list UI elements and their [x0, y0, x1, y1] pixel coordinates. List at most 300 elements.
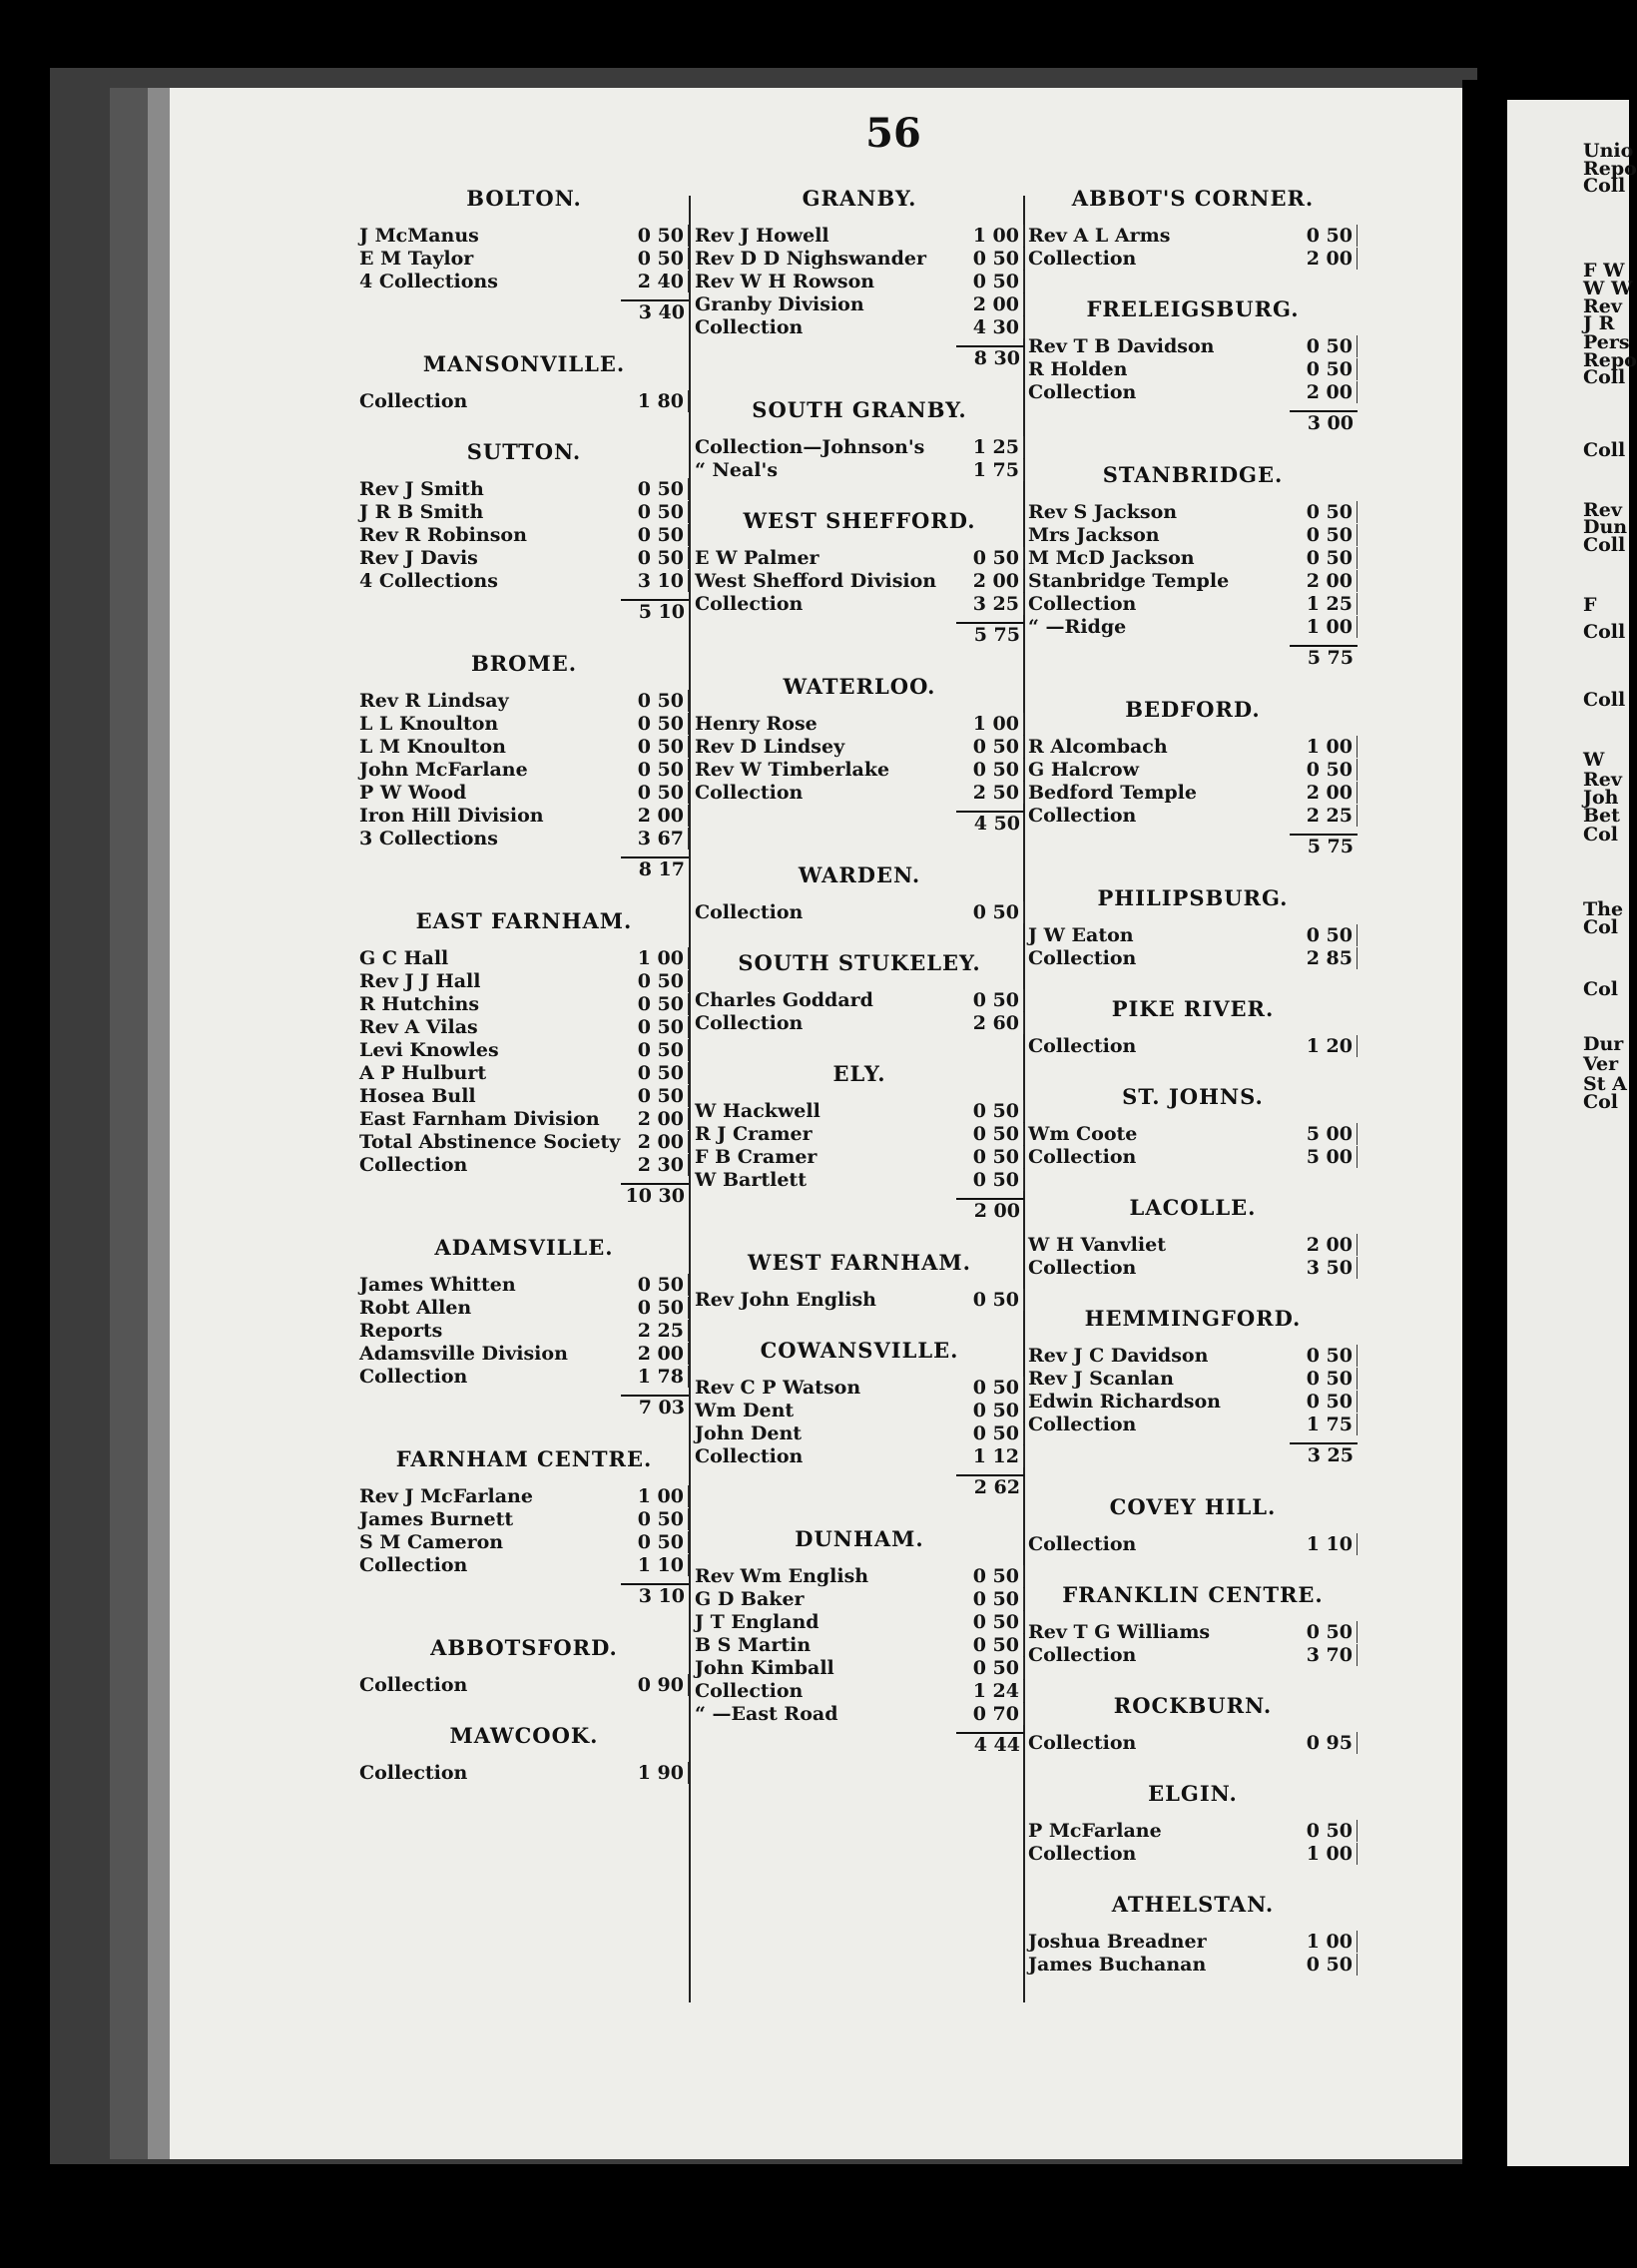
contributor-name: Rev John English	[695, 1289, 876, 1311]
ledger-row	[359, 570, 689, 593]
section-title: MANSONVILLE.	[422, 351, 626, 376]
adjacent-page	[1507, 100, 1637, 2166]
ledger-section	[1028, 885, 1358, 970]
ledger-row	[695, 1611, 1024, 1634]
ledger-section	[1028, 296, 1358, 436]
amount: 0 50	[1289, 1621, 1358, 1643]
ledger-row	[359, 993, 689, 1016]
page-number: 56	[865, 110, 921, 157]
contributor-name: Collection	[1028, 1035, 1137, 1057]
column-1	[359, 186, 689, 1785]
ledger-row	[1028, 1621, 1358, 1644]
adjacent-page-fragment: The	[1583, 898, 1624, 920]
contributor-name: Collection	[1028, 1843, 1137, 1865]
ledger-row	[695, 459, 1024, 482]
ledger-row	[359, 390, 689, 413]
ledger-row	[695, 782, 1024, 805]
contributor-name: B S Martin	[695, 1634, 812, 1656]
ledger-section	[1028, 1781, 1358, 1866]
contributor-name: Collection	[1028, 1257, 1137, 1279]
contributor-name: Rev C P Watson	[695, 1377, 861, 1399]
section-title: COVEY HILL.	[1109, 1494, 1277, 1519]
adjacent-page-fragment: Repo	[1583, 349, 1637, 371]
amount: 2 00	[1289, 248, 1358, 270]
ledger-row	[359, 828, 689, 850]
amount: 0 50	[620, 736, 689, 758]
amount: 5 00	[1289, 1123, 1358, 1145]
section-title: LACOLLE.	[1129, 1195, 1257, 1220]
contributor-name: Rev S Jackson	[1028, 501, 1178, 523]
ledger-row	[1028, 1954, 1358, 1977]
section-total: 5 75	[1290, 645, 1358, 671]
ledger-section	[359, 439, 689, 625]
ledger-row	[359, 1366, 689, 1389]
ledger-row	[1028, 616, 1358, 639]
ledger-row	[359, 1039, 689, 1062]
adjacent-page-fragment: Coll	[1583, 621, 1626, 643]
amount: 0 50	[955, 1123, 1024, 1145]
ledger-row	[359, 759, 689, 782]
ledger-row	[1028, 1234, 1358, 1257]
amount: 0 50	[955, 759, 1024, 781]
ledger-row	[359, 225, 689, 248]
ledger-section	[359, 186, 689, 325]
section-total: 3 10	[621, 1583, 689, 1609]
ledger-section	[695, 508, 1024, 648]
contributor-name: G D Baker	[695, 1588, 805, 1610]
contributor-name: G C Hall	[359, 947, 449, 969]
contributor-name: P McFarlane	[1028, 1820, 1162, 1842]
amount: 1 00	[1289, 736, 1358, 758]
amount: 0 50	[1289, 1954, 1358, 1976]
ledger-row	[359, 478, 689, 501]
ledger-row	[1028, 924, 1358, 947]
ledger-row	[695, 316, 1024, 339]
contributor-name: Granby Division	[695, 293, 864, 315]
contributor-name: Rev J J Hall	[359, 970, 481, 992]
ledger-row	[695, 271, 1024, 293]
amount: 1 90	[620, 1762, 689, 1784]
amount: 0 50	[620, 248, 689, 270]
adjacent-page-fragment: Col	[1583, 1091, 1619, 1113]
amount: 2 00	[1289, 570, 1358, 592]
section-total-row	[359, 1395, 689, 1420]
contributor-name: Henry Rose	[695, 713, 818, 735]
ledger-section	[1028, 462, 1358, 671]
section-title: ST. JOHNS.	[1122, 1084, 1264, 1109]
contributor-name: James Burnett	[359, 1508, 514, 1530]
ledger-row	[1028, 1257, 1358, 1280]
ledger-row	[1028, 1391, 1358, 1414]
contributor-name: Collection	[359, 1554, 468, 1576]
amount: 0 50	[955, 1422, 1024, 1444]
section-title: FARNHAM CENTRE.	[395, 1446, 653, 1471]
ledger-row	[695, 1422, 1024, 1445]
amount: 0 50	[955, 1377, 1024, 1399]
amount: 0 50	[955, 547, 1024, 569]
amount: 0 70	[955, 1703, 1024, 1725]
ledger-row	[359, 947, 689, 970]
ledger-row	[359, 547, 689, 570]
ledger-section	[359, 1446, 689, 1609]
contributor-name: Collection	[1028, 1146, 1137, 1168]
amount: 2 00	[955, 293, 1024, 315]
amount: 1 00	[1289, 1931, 1358, 1953]
ledger-row	[695, 293, 1024, 316]
ledger-row	[695, 436, 1024, 459]
contributor-name: “ Neal's	[695, 459, 779, 481]
adjacent-page-fragment: W	[1583, 749, 1605, 771]
section-title: ELY.	[832, 1061, 886, 1086]
contributor-name: Collection	[359, 1154, 468, 1176]
contributor-name: Collection	[359, 1674, 468, 1696]
contributor-name: Rev J McFarlane	[359, 1485, 533, 1507]
amount: 2 25	[1289, 805, 1358, 827]
section-total-row	[695, 345, 1024, 371]
contributor-name: Rev J Scanlan	[1028, 1368, 1174, 1390]
section-title: ABBOTSFORD.	[430, 1635, 618, 1660]
ledger-section	[359, 1235, 689, 1420]
book-gutter	[1462, 80, 1507, 2186]
amount: 2 50	[955, 782, 1024, 804]
contributor-name: Rev W Timberlake	[695, 759, 890, 781]
ledger-section	[1028, 1582, 1358, 1667]
section-total: 3 00	[1290, 410, 1358, 436]
ledger-row	[1028, 1414, 1358, 1436]
section-total-row	[1028, 834, 1358, 859]
column-divider	[689, 196, 691, 2002]
amount: 0 50	[955, 1169, 1024, 1191]
ledger-row	[1028, 1035, 1358, 1058]
section-title: BOLTON.	[466, 186, 582, 211]
adjacent-page-fragment: Ver	[1583, 1053, 1619, 1075]
ledger-row	[359, 524, 689, 547]
contributor-name: Collection	[1028, 947, 1137, 969]
amount: 0 50	[620, 1016, 689, 1038]
amount: 0 50	[1289, 1368, 1358, 1390]
ledger-row	[695, 1588, 1024, 1611]
amount: 2 00	[1289, 1234, 1358, 1256]
contributor-name: Levi Knowles	[359, 1039, 499, 1061]
contributor-name: Wm Dent	[695, 1400, 795, 1421]
contributor-name: L L Knoulton	[359, 713, 499, 735]
adjacent-page-fragment: Dun	[1583, 516, 1628, 538]
amount: 1 00	[1289, 1843, 1358, 1865]
contributor-name: 3 Collections	[359, 828, 498, 850]
amount: 0 50	[620, 759, 689, 781]
contributor-name: R Holden	[1028, 358, 1128, 380]
section-total-row	[695, 1474, 1024, 1500]
contributor-name: Collection	[695, 1680, 804, 1702]
contributor-name: Collection	[695, 1012, 804, 1034]
amount: 0 50	[620, 1274, 689, 1296]
amount: 0 50	[955, 271, 1024, 292]
ledger-row	[359, 782, 689, 805]
contributor-name: E W Palmer	[695, 547, 819, 569]
ledger-row	[695, 989, 1024, 1012]
adjacent-page-fragment: J R	[1583, 312, 1615, 334]
contributor-name: R Hutchins	[359, 993, 480, 1015]
adjacent-page-fragment: Joh	[1583, 787, 1619, 809]
section-title: WEST SHEFFORD.	[743, 508, 976, 533]
contributor-name: John Dent	[695, 1422, 803, 1444]
contributor-name: Rev R Robinson	[359, 524, 527, 546]
contributor-name: R Alcombach	[1028, 736, 1168, 758]
ledger-section	[695, 1061, 1024, 1224]
contributor-name: Total Abstinence Society	[359, 1131, 621, 1153]
amount: 1 20	[1289, 1035, 1358, 1057]
contributor-name: Collection	[1028, 1533, 1137, 1555]
section-total-row	[359, 1183, 689, 1209]
section-total: 8 30	[956, 345, 1024, 371]
ledger-row	[1028, 1533, 1358, 1556]
amount: 1 25	[1289, 593, 1358, 615]
amount: 0 50	[620, 225, 689, 247]
amount: 2 25	[620, 1320, 689, 1342]
amount: 5 00	[1289, 1146, 1358, 1168]
contributor-name: Rev J Davis	[359, 547, 478, 569]
section-title: HEMMINGFORD.	[1084, 1306, 1302, 1331]
section-total: 5 75	[956, 622, 1024, 648]
ledger-row	[359, 970, 689, 993]
amount: 0 50	[1289, 1345, 1358, 1367]
section-title: WATERLOO.	[783, 674, 936, 699]
amount: 0 50	[955, 901, 1024, 923]
ledger-row	[695, 1565, 1024, 1588]
contributor-name: Rev Wm English	[695, 1565, 869, 1587]
ledger-section	[695, 950, 1024, 1035]
ledger-section	[1028, 697, 1358, 859]
contributor-name: Iron Hill Division	[359, 805, 544, 827]
ledger-section	[1028, 1494, 1358, 1556]
ledger-row	[1028, 547, 1358, 570]
section-total: 4 44	[956, 1732, 1024, 1758]
section-title: SUTTON.	[466, 439, 582, 464]
amount: 0 50	[1289, 1391, 1358, 1413]
section-total-row	[1028, 1442, 1358, 1468]
contributor-name: “ —Ridge	[1028, 616, 1127, 638]
ledger-section	[1028, 1892, 1358, 1977]
amount: 1 78	[620, 1366, 689, 1388]
ledger-row	[695, 570, 1024, 593]
ledger-row	[359, 1062, 689, 1085]
ledger-row	[1028, 248, 1358, 271]
ledger-row	[359, 1508, 689, 1531]
adjacent-page-fragment: Unio	[1583, 140, 1634, 162]
ledger-row	[359, 1085, 689, 1108]
section-total: 4 50	[956, 811, 1024, 837]
section-title: WEST FARNHAM.	[747, 1250, 971, 1275]
ledger-section	[359, 908, 689, 1209]
amount: 1 10	[620, 1554, 689, 1576]
section-total-row	[359, 856, 689, 882]
contributor-name: 4 Collections	[359, 271, 498, 292]
ledger-row	[1028, 225, 1358, 248]
ledger-row	[695, 593, 1024, 616]
contributor-name: John Kimball	[695, 1657, 834, 1679]
contributor-name: Rev R Lindsay	[359, 690, 509, 712]
amount: 0 50	[620, 1531, 689, 1553]
contributor-name: West Shefford Division	[695, 570, 937, 592]
ledger-row	[359, 1674, 689, 1697]
amount: 2 00	[620, 1108, 689, 1130]
ledger-row	[359, 1554, 689, 1577]
contributor-name: Collection	[695, 593, 804, 615]
amount: 0 50	[620, 1062, 689, 1084]
amount: 0 50	[955, 1611, 1024, 1633]
amount: 1 12	[955, 1445, 1024, 1467]
contributor-name: Rev T B Davidson	[1028, 335, 1215, 357]
section-title: ROCKBURN.	[1113, 1693, 1273, 1718]
ledger-row	[695, 1146, 1024, 1169]
ledger-section	[695, 1338, 1024, 1500]
amount: 2 40	[620, 271, 689, 292]
section-total-row	[695, 811, 1024, 837]
section-title: FRANKLIN CENTRE.	[1062, 1582, 1324, 1607]
ledger-row	[359, 1320, 689, 1343]
ledger-row	[1028, 736, 1358, 759]
ledger-row	[359, 1016, 689, 1039]
contributor-name: Rev A Vilas	[359, 1016, 478, 1038]
amount: 1 00	[620, 1485, 689, 1507]
ledger-row	[1028, 1146, 1358, 1169]
ledger-row	[1028, 1732, 1358, 1755]
section-total-row	[359, 299, 689, 325]
amount: 0 50	[620, 782, 689, 804]
ledger-row	[359, 501, 689, 524]
ledger-row	[695, 248, 1024, 271]
ledger-section	[695, 1250, 1024, 1312]
adjacent-page-fragment: Rev	[1583, 769, 1622, 791]
ledger-row	[359, 1154, 689, 1177]
ledger-section	[1028, 996, 1358, 1058]
section-title: DUNHAM.	[795, 1526, 924, 1551]
contributor-name: G Halcrow	[1028, 759, 1139, 781]
amount: 1 24	[955, 1680, 1024, 1702]
amount: 4 30	[955, 316, 1024, 338]
ledger-row	[359, 1108, 689, 1131]
ledger-row	[695, 1445, 1024, 1468]
contributor-name: Edwin Richardson	[1028, 1391, 1221, 1413]
contributor-name: Rev J Smith	[359, 478, 484, 500]
section-total: 5 10	[621, 599, 689, 625]
document-page	[170, 88, 1462, 2159]
contributor-name: Rev A L Arms	[1028, 225, 1171, 247]
ledger-section	[359, 651, 689, 882]
ledger-row	[1028, 593, 1358, 616]
contributor-name: Collection	[359, 1762, 468, 1784]
contributor-name: Wm Coote	[1028, 1123, 1138, 1145]
amount: 1 00	[1289, 616, 1358, 638]
amount: 0 50	[955, 1565, 1024, 1587]
ledger-section	[1028, 1693, 1358, 1755]
contributor-name: Collection	[695, 901, 804, 923]
contributor-name: East Farnham Division	[359, 1108, 600, 1130]
ledger-row	[695, 1377, 1024, 1400]
section-title: BROME.	[470, 651, 578, 676]
ledger-row	[695, 1703, 1024, 1726]
amount: 0 50	[955, 1634, 1024, 1656]
section-total-row	[359, 1583, 689, 1609]
ledger-row	[1028, 381, 1358, 404]
amount: 0 50	[1289, 524, 1358, 546]
amount: 0 95	[1289, 1732, 1358, 1754]
amount: 1 00	[955, 225, 1024, 247]
adjacent-page-fragment: Coll	[1583, 689, 1626, 711]
contributor-name: W Bartlett	[695, 1169, 807, 1191]
amount: 2 30	[620, 1154, 689, 1176]
contributor-name: R J Cramer	[695, 1123, 813, 1145]
ledger-row	[359, 690, 689, 713]
contributor-name: P W Wood	[359, 782, 467, 804]
section-title: WARDEN.	[798, 862, 921, 887]
contributor-name: Collection	[1028, 1644, 1137, 1666]
ledger-row	[1028, 805, 1358, 828]
section-title: ATHELSTAN.	[1111, 1892, 1275, 1917]
contributor-name: L M Knoulton	[359, 736, 506, 758]
contributor-name: W H Vanvliet	[1028, 1234, 1166, 1256]
amount: 0 50	[620, 547, 689, 569]
section-total-row	[1028, 410, 1358, 436]
ledger-row	[695, 1289, 1024, 1312]
amount: 0 50	[620, 1508, 689, 1530]
amount: 2 00	[1289, 381, 1358, 403]
ledger-row	[695, 1634, 1024, 1657]
amount: 0 50	[955, 1146, 1024, 1168]
amount: 0 50	[955, 989, 1024, 1011]
adjacent-page-fragment: W W	[1583, 278, 1633, 299]
amount: 0 50	[620, 993, 689, 1015]
ledger-row	[695, 1657, 1024, 1680]
contributor-name: S M Cameron	[359, 1531, 504, 1553]
section-total-row	[1028, 645, 1358, 671]
ledger-row	[1028, 1123, 1358, 1146]
amount: 2 00	[955, 570, 1024, 592]
contributor-name: James Whitten	[359, 1274, 516, 1296]
ledger-section	[1028, 1084, 1358, 1169]
adjacent-page-fragment: Coll	[1583, 534, 1626, 556]
adjacent-page-fragment: Coll	[1583, 366, 1626, 388]
section-title: ADAMSVILLE.	[434, 1235, 614, 1260]
contributor-name: W Hackwell	[695, 1100, 820, 1122]
amount: 0 50	[1289, 501, 1358, 523]
contributor-name: Bedford Temple	[1028, 782, 1197, 804]
contributor-name: Collection	[1028, 1732, 1137, 1754]
ledger-row	[359, 736, 689, 759]
section-total: 3 25	[1290, 1442, 1358, 1468]
contributor-name: Rev J Howell	[695, 225, 829, 247]
contributor-name: Reports	[359, 1320, 443, 1342]
contributor-name: Mrs Jackson	[1028, 524, 1160, 546]
contributor-name: J T England	[695, 1611, 819, 1633]
page-edge-fold	[148, 88, 170, 2159]
ledger-row	[1028, 947, 1358, 970]
ledger-row	[695, 713, 1024, 736]
amount: 0 50	[955, 1588, 1024, 1610]
ledger-section	[1028, 186, 1358, 271]
contributor-name: Rev J C Davidson	[1028, 1345, 1209, 1367]
section-title: PHILIPSBURG.	[1097, 885, 1289, 910]
ledger-section	[359, 1723, 689, 1785]
ledger-section	[359, 1635, 689, 1697]
ledger-row	[359, 271, 689, 293]
ledger-row	[1028, 782, 1358, 805]
amount: 0 50	[955, 1400, 1024, 1421]
section-title: MAWCOOK.	[449, 1723, 599, 1748]
ledger-section	[695, 1526, 1024, 1758]
ledger-row	[695, 736, 1024, 759]
amount: 2 85	[1289, 947, 1358, 969]
